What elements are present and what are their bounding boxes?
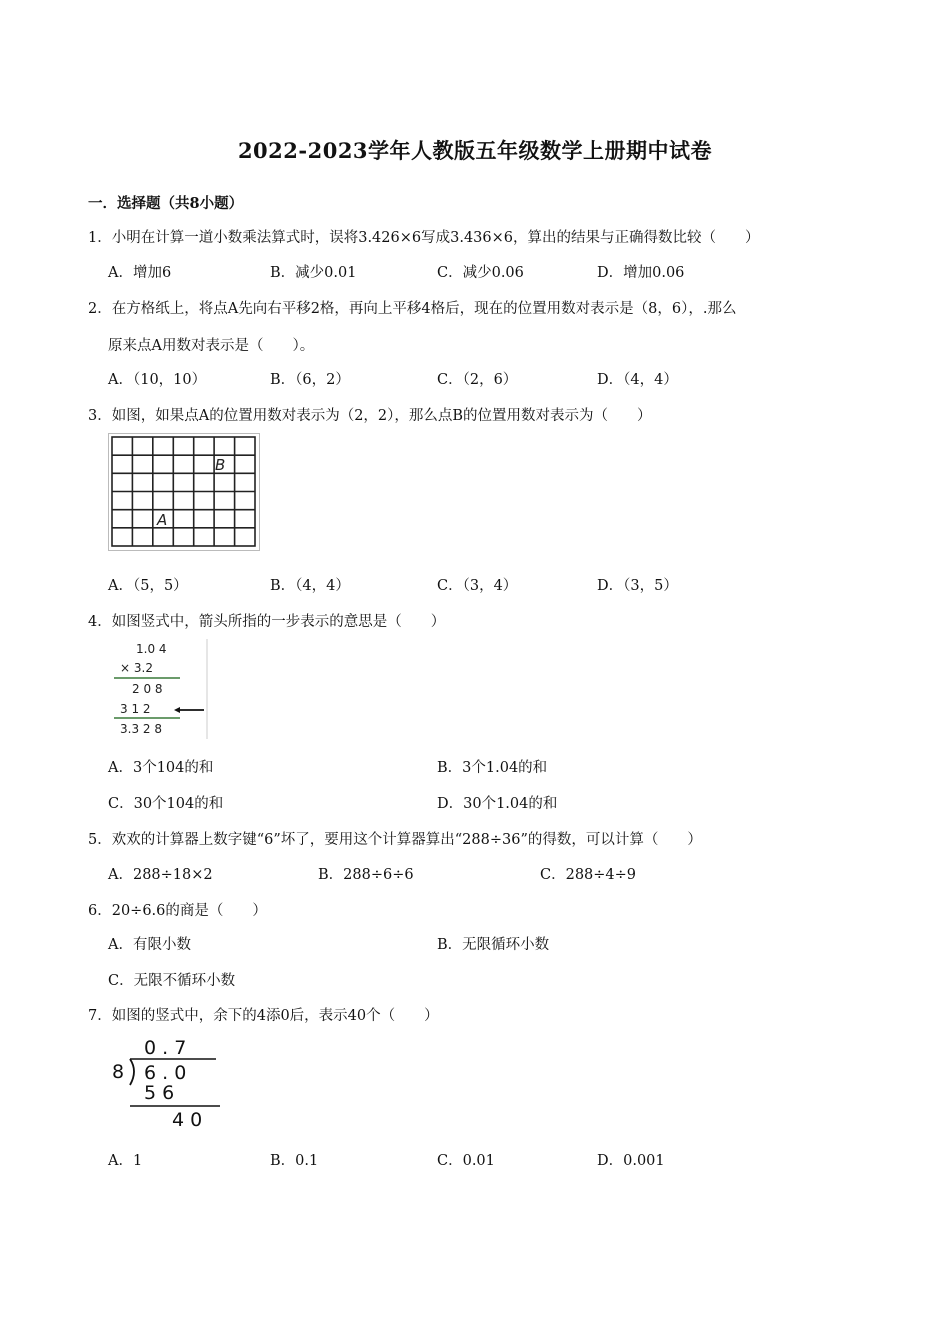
q4-option-b: B．3个1.04的和 — [437, 760, 548, 776]
division-quotient: 0 . 7 — [144, 1037, 187, 1059]
q5-option-c: C．288÷4÷9 — [540, 867, 637, 883]
q3-option-c: C．（3，4） — [437, 578, 518, 594]
q2-option-a: A．（10，10） — [108, 372, 207, 388]
mult-row-5: 3.3 2 8 — [120, 722, 162, 736]
mult-row-1: 1.0 4 — [136, 642, 167, 656]
q3-option-a: A．（5，5） — [108, 578, 188, 594]
division-remainder: 4 0 — [172, 1109, 203, 1131]
q5-option-a: A．288÷18×2 — [108, 867, 213, 883]
question-2-stem-cont: 原来点A用数对表示是（ ）。 — [108, 338, 315, 354]
mult-row-4: 3 1 2 — [120, 702, 151, 716]
q7-option-a: A．1 — [108, 1153, 143, 1169]
q1-option-d: D．增加0.06 — [597, 265, 685, 281]
page-title: 2022-2023学年人教版五年级数学上册期中试卷 — [237, 138, 713, 163]
grid-figure — [108, 433, 260, 551]
q6-option-a: A．有限小数 — [108, 937, 191, 953]
q4-option-c: C．30个104的和 — [108, 796, 224, 812]
division-divisor: 8 — [112, 1061, 125, 1083]
q1-option-c: C．减少0.06 — [437, 265, 524, 281]
question-1-stem: 1．小明在计算一道小数乘法算式时，误将3.426×6写成3.436×6，算出的结果与正确得数比较（ ） — [88, 230, 760, 246]
q3-option-b: B．（4，4） — [270, 578, 350, 594]
multiplication-figure — [108, 639, 210, 739]
q1-option-b: B．减少0.01 — [270, 265, 357, 281]
division-figure — [108, 1033, 226, 1131]
question-2-stem: 2．在方格纸上，将点A先向右平移2格，再向上平移4格后，现在的位置用数对表示是（8，6），.那么 — [88, 301, 737, 317]
question-3-stem: 3．如图，如果点A的位置用数对表示为（2，2），那么点B的位置用数对表示为（ ） — [88, 408, 652, 424]
q2-option-d: D．（4，4） — [597, 372, 678, 388]
q3-option-d: D．（3，5） — [597, 578, 678, 594]
point-b-label: B — [215, 456, 226, 474]
q6-option-b: B．无限循环小数 — [437, 937, 550, 953]
question-6-stem: 6．20÷6.6的商是（ ） — [88, 903, 267, 919]
point-a-label: A — [157, 511, 168, 529]
q4-option-a: A．3个104的和 — [108, 760, 214, 776]
mult-row-2: × 3.2 — [120, 661, 153, 675]
division-dividend: 6 . 0 — [144, 1062, 187, 1084]
q1-option-a: A．增加6 — [108, 265, 172, 281]
question-5-stem: 5．欢欢的计算器上数字键“6”坏了，要用这个计算器算出“288÷36”的得数，可以计算（ ） — [88, 832, 702, 848]
question-7-stem: 7．如图的竖式中，余下的4添0后，表示40个（ ） — [88, 1008, 439, 1024]
q2-option-b: B．（6，2） — [270, 372, 350, 388]
division-product: 5 6 — [144, 1082, 175, 1104]
q7-option-c: C．0.01 — [437, 1153, 495, 1169]
q7-option-d: D．0.001 — [597, 1153, 665, 1169]
q7-option-b: B．0.1 — [270, 1153, 319, 1169]
question-4-stem: 4．如图竖式中，箭头所指的一步表示的意思是（ ） — [88, 614, 446, 630]
mult-row-3: 2 0 8 — [132, 682, 163, 696]
q5-option-b: B．288÷6÷6 — [318, 867, 414, 883]
q2-option-c: C．（2，6） — [437, 372, 518, 388]
section-heading: 一．选择题（共8小题） — [88, 195, 244, 212]
q4-option-d: D．30个1.04的和 — [437, 796, 558, 812]
q6-option-c: C．无限不循环小数 — [108, 973, 236, 989]
